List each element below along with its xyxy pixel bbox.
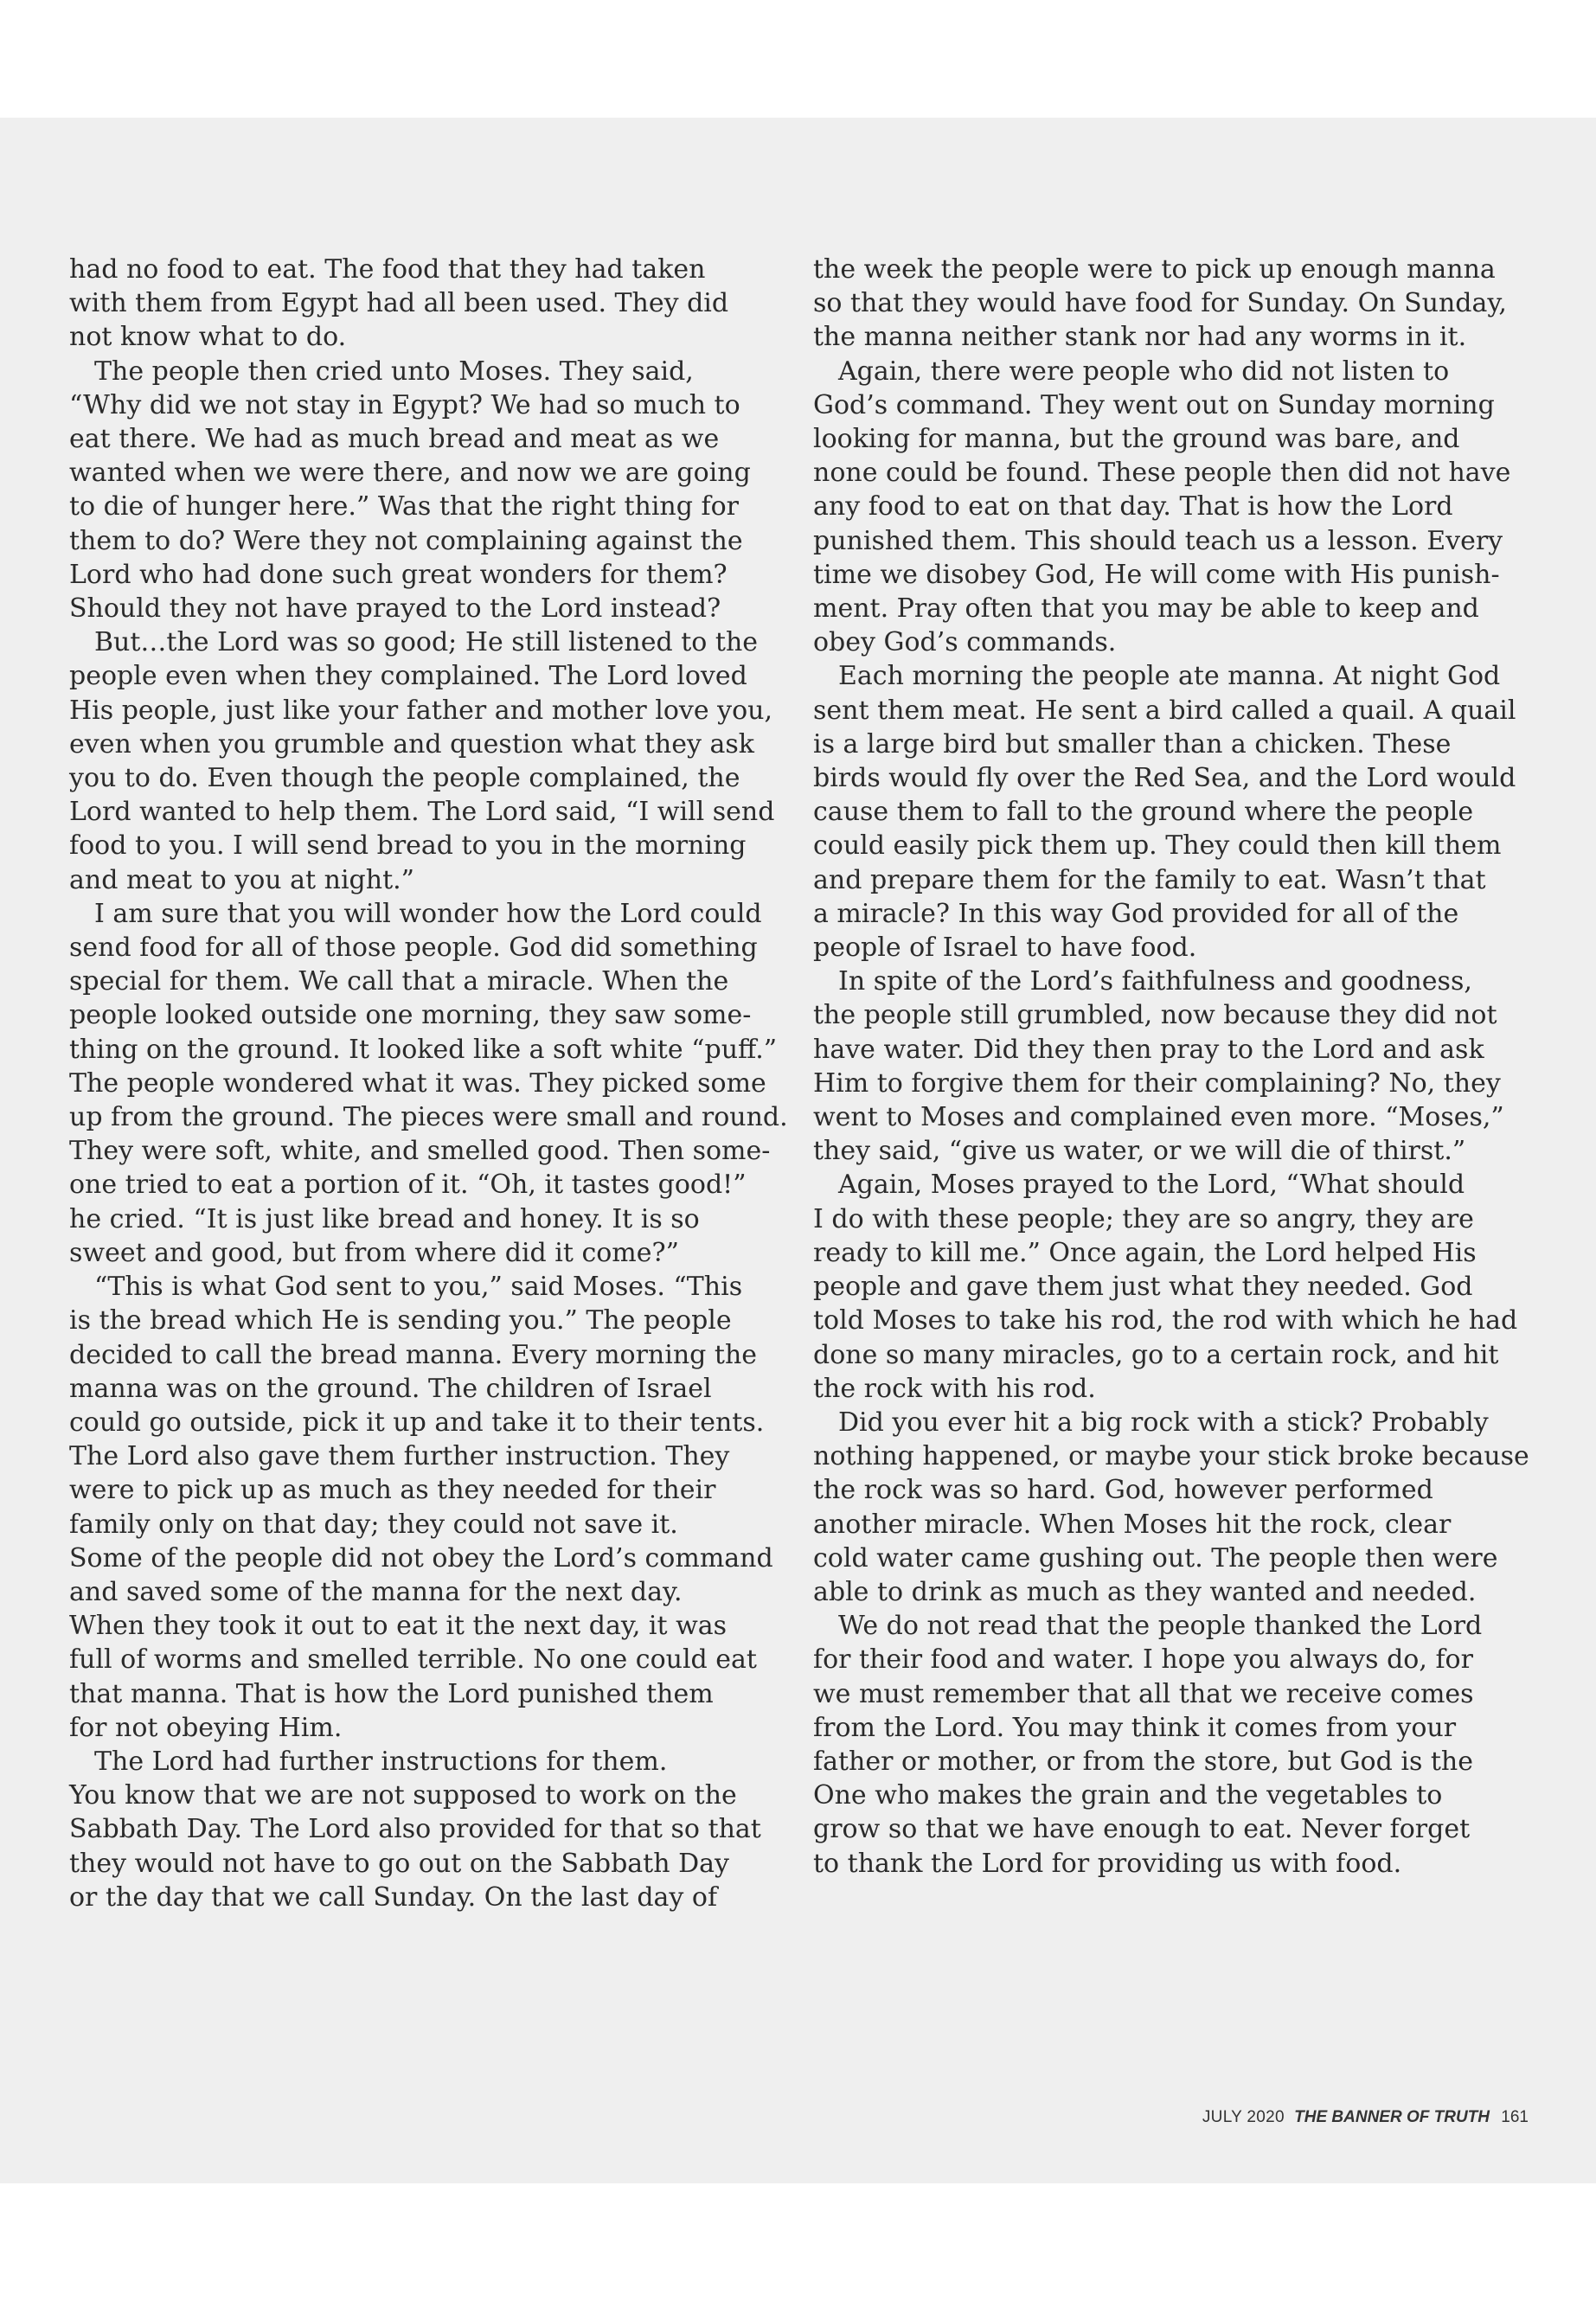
text-line: special for them. We call that a miracle. When the <box>69 966 729 997</box>
text-line: is a large bird but smaller than a chicken. These <box>813 728 1452 760</box>
text-line: any food to eat on that day. That is how the Lord <box>813 491 1453 522</box>
text-line: When they took it out to eat it the next day, it was <box>69 1611 727 1642</box>
text-line: they would not have to go out on the Sabbath Day <box>69 1848 729 1879</box>
text-line: thing on the ground. It looked like a soft white “puff.” <box>69 1034 778 1065</box>
text-line: time we disobey God, He will come with His punish- <box>813 559 1500 590</box>
text-line: or the day that we call Sunday. On the last day of <box>69 1881 718 1913</box>
text-line: Him to forgive them for their complaining? No, they <box>813 1067 1501 1099</box>
text-line: send food for all of those people. God did something <box>69 933 758 964</box>
text-line: for not obeying Him. <box>69 1712 343 1743</box>
text-line: looking for manna, but the ground was bare, and <box>813 424 1460 455</box>
text-line: to die of hunger here.” Was that the right thing for <box>69 491 739 522</box>
text-line: sweet and good, but from where did it come?” <box>69 1237 679 1268</box>
text-line: from the Lord. You may think it comes from your <box>813 1712 1457 1743</box>
text-line: “Why did we not stay in Egypt? We had so much to <box>69 389 740 420</box>
text-line: he cried. “It is just like bread and honey. It is so <box>69 1203 700 1234</box>
text-line: people looked outside one morning, they saw some- <box>69 1000 752 1031</box>
paragraph-start-line: “This is what God sent to you,” said Moses. “This <box>94 1272 743 1303</box>
text-line: one tried to eat a portion of it. “Oh, it tastes good!” <box>69 1170 747 1201</box>
text-line: had no food to eat. The food that they had taken <box>69 254 706 285</box>
text-line: so that they would have food for Sunday. On Sunday, <box>813 288 1507 319</box>
text-line: is the bread which He is sending you.” The people <box>69 1305 732 1336</box>
text-line: could go outside, pick it up and take it to their tents. <box>69 1407 765 1438</box>
text-line: for their food and water. I hope you always do, for <box>813 1644 1473 1676</box>
paragraph-start-line: Again, there were people who did not listen to <box>838 356 1450 387</box>
paragraph-start-line: Each morning the people ate manna. At night God <box>838 661 1501 692</box>
text-line: wanted when we were there, and now we are going <box>69 458 751 489</box>
text-line: manna was on the ground. The children of Israel <box>69 1373 712 1404</box>
text-line: ment. Pray often that you may be able to keep and <box>813 593 1479 625</box>
text-line: punished them. This should teach us a lesson. Every <box>813 525 1503 556</box>
text-line: with them from Egypt had all been used. They did <box>69 288 729 319</box>
text-line: ready to kill me.” Once again, the Lord helped His <box>813 1237 1477 1268</box>
text-line: His people, just like your father and mother love you, <box>69 695 773 726</box>
text-line: family only on that day; they could not save it. <box>69 1509 678 1540</box>
page-number: 161 <box>1501 2108 1529 2126</box>
text-line: grow so that we have enough to eat. Never forget <box>813 1814 1471 1845</box>
paragraph-start-line: Did you ever hit a big rock with a stick? Probably <box>838 1407 1489 1438</box>
text-line: people even when they complained. The Lord loved <box>69 661 747 692</box>
text-line: have water. Did they then pray to the Lord and ask <box>813 1034 1484 1065</box>
text-line: Should they not have prayed to the Lord instead? <box>69 593 721 625</box>
text-line: went to Moses and complained even more. “Moses,” <box>813 1102 1504 1133</box>
text-line: even when you grumble and question what they ask <box>69 728 754 760</box>
text-line: them to do? Were they not complaining against the <box>69 525 743 556</box>
paragraph-start-line: The people then cried unto Moses. They said, <box>94 356 694 387</box>
text-line: The people wondered what it was. They picked some <box>69 1067 766 1099</box>
text-line: nothing happened, or maybe your stick broke because <box>813 1441 1529 1472</box>
text-line: were to pick up as much as they needed for their <box>69 1475 716 1506</box>
text-line: we must remember that all that we receive comes <box>813 1678 1474 1709</box>
text-line: Sabbath Day. The Lord also provided for that so that <box>69 1814 761 1845</box>
paragraph-start-line: In spite of the Lord’s faithfulness and goodness, <box>838 966 1472 997</box>
text-line: the week the people were to pick up enough manna <box>813 254 1496 285</box>
text-line: people and gave them just what they needed. God <box>813 1272 1473 1303</box>
magazine-title: THE BANNER OF TRUTH <box>1294 2108 1490 2126</box>
text-line: birds would fly over the Red Sea, and the Lord would <box>813 763 1516 794</box>
text-line: God’s command. They went out on Sunday morning <box>813 389 1495 420</box>
text-line: food to you. I will send bread to you in the morning <box>69 830 747 862</box>
text-line: decided to call the bread manna. Every morning the <box>69 1339 758 1370</box>
text-line: they said, “give us water, or we will die of thirst.” <box>813 1136 1466 1167</box>
text-line: One who makes the grain and the vegetables to <box>813 1780 1443 1811</box>
text-line: the manna neither stank nor had any worms in it. <box>813 322 1467 353</box>
issue-date: JULY 2020 <box>1202 2108 1285 2126</box>
page-footer <box>1202 2108 1529 2127</box>
text-line: full of worms and smelled terrible. No one could eat <box>69 1644 757 1676</box>
text-line: able to drink as much as they wanted and needed. <box>813 1576 1477 1607</box>
text-line: people of Israel to have food. <box>813 933 1197 964</box>
text-line: You know that we are not supposed to work on the <box>69 1780 737 1811</box>
text-line: The Lord also gave them further instruction. They <box>69 1441 730 1472</box>
paragraph-start-line: We do not read that the people thanked the Lord <box>838 1611 1483 1642</box>
text-line: Lord who had done such great wonders for them? <box>69 559 727 590</box>
text-line: sent them meat. He sent a bird called a quail. A quail <box>813 695 1516 726</box>
text-line: and prepare them for the family to eat. Wasn’t that <box>813 864 1486 895</box>
text-line: another miracle. When Moses hit the rock, clear <box>813 1509 1452 1540</box>
text-line: I do with these people; they are so angry, they are <box>813 1203 1474 1234</box>
paragraph-start-line: But…the Lord was so good; He still listened to the <box>94 627 759 658</box>
text-line: cold water came gushing out. The people then were <box>813 1542 1498 1574</box>
text-line: you to do. Even though the people complained, the <box>69 763 740 794</box>
text-line: father or mother, or from the store, but God is the <box>813 1746 1474 1777</box>
text-line: to thank the Lord for providing us with food. <box>813 1848 1402 1879</box>
text-line: could easily pick them up. They could then kill them <box>813 830 1502 862</box>
text-line: not know what to do. <box>69 322 347 353</box>
text-line: a miracle? In this way God provided for all of the <box>813 898 1459 929</box>
text-line: and saved some of the manna for the next day. <box>69 1576 683 1607</box>
text-line: Some of the people did not obey the Lord’s command <box>69 1542 773 1574</box>
text-line: the people still grumbled, now because they did not <box>813 1000 1497 1031</box>
text-line: up from the ground. The pieces were small and round. <box>69 1102 788 1133</box>
text-line: Lord wanted to help them. The Lord said, “I will send <box>69 797 775 828</box>
text-line: told Moses to take his rod, the rod with which he had <box>813 1305 1518 1336</box>
paragraph-start-line: The Lord had further instructions for them. <box>94 1746 668 1777</box>
text-line: They were soft, white, and smelled good. Then some- <box>69 1136 771 1167</box>
text-line: none could be found. These people then did not have <box>813 458 1511 489</box>
article-column-left <box>69 253 789 1914</box>
text-line: and meat to you at night.” <box>69 864 414 895</box>
text-line: that manna. That is how the Lord punished them <box>69 1678 714 1709</box>
paragraph-start-line: I am sure that you will wonder how the Lord could <box>94 898 762 929</box>
paragraph-start-line: Again, Moses prayed to the Lord, “What should <box>838 1170 1465 1201</box>
text-line: cause them to fall to the ground where the people <box>813 797 1474 828</box>
article-column-right <box>813 253 1533 1881</box>
text-line: obey God’s commands. <box>813 627 1117 658</box>
text-line: eat there. We had as much bread and meat as we <box>69 424 720 455</box>
text-line: the rock was so hard. God, however performed <box>813 1475 1433 1506</box>
text-line: done so many miracles, go to a certain rock, and hit <box>813 1339 1499 1370</box>
text-line: the rock with his rod. <box>813 1373 1096 1404</box>
